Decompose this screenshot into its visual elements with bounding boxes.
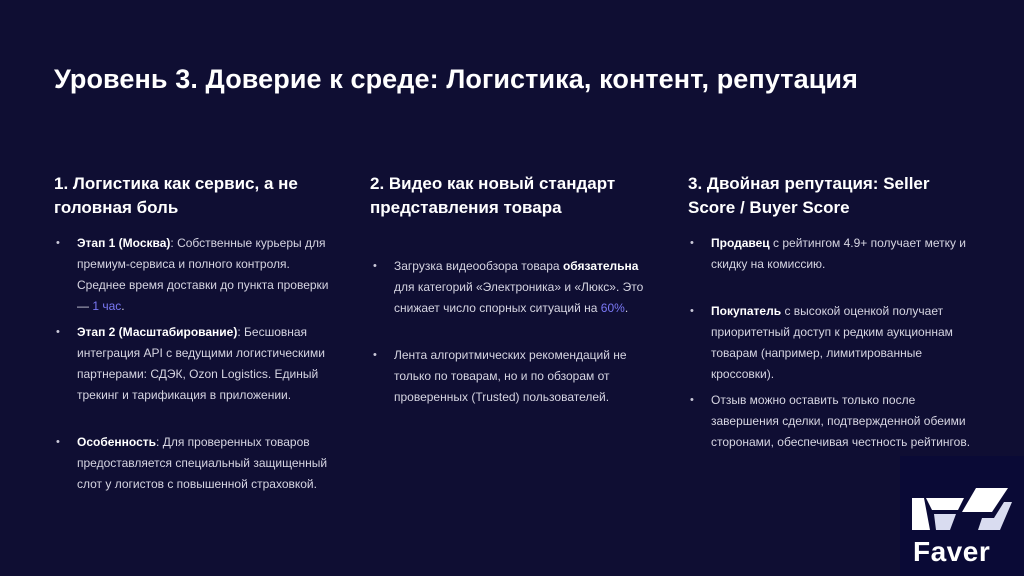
column-heading: 3. Двойная репутация: Seller Score / Buyer Score xyxy=(688,174,930,217)
item-text: : Для проверенных товаров предоставляется специальный защищенный слот у логистов с повышенной страховкой. xyxy=(77,435,328,491)
item-text: с высокой оценкой получает приоритетный доступ к редким аукционнам товарам (например, лимитированные кроссовки). xyxy=(711,304,953,381)
item-highlight: 1 час xyxy=(92,299,122,313)
item-pre: Загрузка видеообзора товара xyxy=(394,259,563,273)
list-item xyxy=(77,233,333,317)
list-item xyxy=(77,322,333,406)
list-item xyxy=(711,301,975,385)
column-logistics xyxy=(54,172,344,491)
column-heading: 1. Логистика как сервис, а не головная боль xyxy=(54,174,298,217)
column-heading: 2. Видео как новый стандарт представления товара xyxy=(370,174,616,217)
item-highlight: 60% xyxy=(600,301,625,315)
item-text: с рейтингом 4.9+ получает метку и скидку на комиссию. xyxy=(711,236,967,271)
list-item xyxy=(711,233,975,275)
item-text: для категорий «Электроника» и «Люкс». Это снижает число спорных ситуаций на xyxy=(394,280,644,315)
brand-logo xyxy=(900,456,1024,576)
item-bold: Покупатель xyxy=(711,304,782,318)
item-bold: Этап 2 (Масштабирование) xyxy=(77,325,238,339)
list-item xyxy=(394,345,646,408)
item-text: : Бесшовная интеграция API с ведущими логистическими партнерами: СДЭК, Ozon Logistics. Единый трекинг и тарификация в приложении. xyxy=(77,325,325,402)
item-tail: . xyxy=(121,299,125,313)
column-video xyxy=(370,172,660,404)
brand-name: Faver xyxy=(913,536,991,567)
faver-logo-icon xyxy=(900,456,1024,536)
list-item xyxy=(77,432,333,495)
item-text: Отзыв можно оставить только после завершения сделки, подтвержденной обеими сторонами, обеспечивая честность рейтингов. xyxy=(711,393,971,449)
item-tail: . xyxy=(624,301,629,315)
item-text: : Собственные курьеры для премиум-сервиса и полного контроля. Среднее время доставки до пункта проверки — xyxy=(77,236,329,313)
item-text: Лента алгоритмических рекомендаций не только по товарам, но и по обзорам от проверенных (Trusted) пользователей. xyxy=(394,348,627,404)
item-bold: Продавец xyxy=(711,236,770,250)
slide-title: Уровень 3. Доверие к среде: Логистика, контент, репутация xyxy=(54,64,858,94)
item-bold: обязательна xyxy=(562,259,639,273)
item-bold: Особенность xyxy=(77,435,157,449)
item-bold: Этап 1 (Москва) xyxy=(77,236,171,250)
list-item xyxy=(711,390,975,453)
column-reputation xyxy=(688,172,978,449)
list-item xyxy=(394,256,656,319)
